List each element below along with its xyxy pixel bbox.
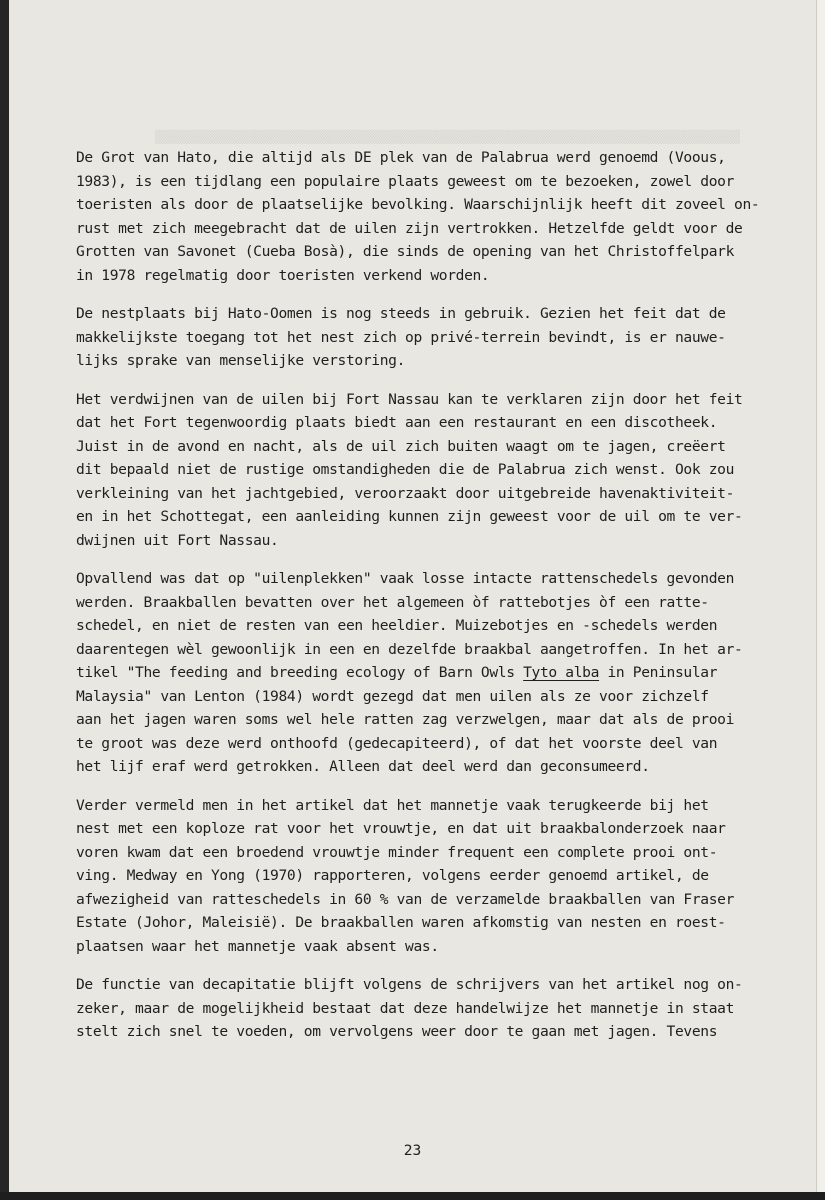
page-right-edge: [816, 0, 825, 1200]
text-line: dwijnen uit Fort Nassau.: [76, 531, 279, 549]
paragraph-4: [76, 567, 743, 779]
text-line: 1983), is een tijdlang een populaire plaats geweest om te bezoeken, zowel door: [76, 172, 735, 190]
text-line: daarentegen wèl gewoonlijk in een en dezelfde braakbal aangetroffen. In het ar-: [76, 640, 743, 658]
text-line: stelt zich snel te voeden, om vervolgens weer door te gaan met jagen. Tevens: [76, 1023, 718, 1040]
text-line: Opvallend was dat op "uilenplekken" vaak losse intacte rattenschedels gevonden: [76, 570, 735, 587]
text-line: werden. Braakballen bevatten over het algemeen òf rattebotjes òf een ratte-: [76, 593, 709, 611]
page-left-binding-shadow: [0, 0, 9, 1200]
paragraph-1: [76, 146, 760, 287]
text-line: Malaysia" van Lenton (1984) wordt gezegd dat men uilen als ze voor zichzelf: [76, 687, 709, 705]
paragraph-6: [76, 973, 743, 1044]
text-line: dat het Fort tegenwoordig plaats biedt aan een restaurant en een discotheek.: [76, 414, 718, 431]
text-line: makkelijkste toegang tot het nest zich op privé-terrein bevindt, is er nauwe-: [76, 328, 726, 346]
paragraph-3: [76, 388, 743, 553]
text-line-with-species: [76, 661, 740, 685]
text-line: De Grot van Hato, die altijd als DE plek van de Palabrua werd genoemd (Voous,: [76, 149, 726, 166]
text-line: De functie van decapitatie blijft volgens de schrijvers van het artikel nog on-: [76, 976, 743, 993]
text-line: ving. Medway en Yong (1970) rapporteren, volgens eerder genoemd artikel, de: [76, 867, 709, 884]
page-number: 23: [403, 1142, 422, 1159]
text-fragment: tikel "The feeding and breeding ecology of Barn Owls: [76, 664, 524, 681]
text-line: Juist in de avond en nacht, als de uil zich buiten waagt om te jagen, creëert: [76, 437, 726, 455]
text-line: Het verdwijnen van de uilen bij Fort Nassau kan te verklaren zijn door het feit: [76, 390, 743, 408]
body-text: [76, 146, 760, 1059]
text-line: afwezigheid van ratteschedels in 60 % van de verzamelde braakballen van Fraser: [76, 890, 735, 908]
text-fragment: in Peninsular: [599, 664, 718, 681]
text-line: aan het jagen waren soms wel hele ratten zag verzwelgen, maar dat als de prooi: [76, 711, 735, 728]
page-bottom-shadow: [0, 1192, 825, 1200]
text-line: nest met een koploze rat voor het vrouwtje, en dat uit braakbalonderzoek naar: [76, 820, 726, 837]
text-line: te groot was deze werd onthoofd (gedecapiteerd), of dat het voorste deel van: [76, 734, 718, 752]
text-line: voren kwam dat een broedend vrouwtje minder frequent een complete prooi ont-: [76, 843, 718, 861]
text-line: zeker, maar de mogelijkheid bestaat dat deze handelwijze het mannetje in staat: [76, 999, 735, 1017]
paragraph-2: [76, 302, 740, 373]
paragraph-5: [76, 794, 740, 959]
text-line: dit bepaald niet de rustige omstandigheden die de Palabrua zich wenst. Ook zou: [76, 461, 735, 478]
text-line: verkleining van het jachtgebied, veroorzaakt door uitgebreide havenaktiviteit-: [76, 484, 735, 502]
text-line: plaatsen waar het mannetje vaak absent was.: [76, 937, 439, 955]
text-line: Verder vermeld men in het artikel dat het mannetje vaak terugkeerde bij het: [76, 796, 709, 814]
text-line: schedel, en niet de resten van een heeldier. Muizebotjes en -schedels werden: [76, 617, 718, 634]
bleed-through-texture: ▒▒▒▒▒▒▒▒▒▒▒▒▒▒▒▒▒▒▒▒▒▒▒▒▒▒▒▒▒▒▒▒▒▒▒▒▒▒▒▒▒▒▒▒▒▒▒▒▒▒▒▒▒▒▒▒▒▒▒▒▒▒▒▒▒▒▒▒▒▒▒▒▒▒▒▒▒▒▒▒▒: [154, 130, 740, 144]
text-line: Grotten van Savonet (Cueba Bosà), die sinds de opening van het Christoffelpark: [76, 243, 735, 260]
text-line: lijks sprake van menselijke verstoring.: [76, 352, 406, 369]
text-line: De nestplaats bij Hato-Oomen is nog steeds in gebruik. Gezien het feit dat de: [76, 305, 726, 322]
text-line: toeristen als door de plaatselijke bevolking. Waarschijnlijk heeft dit zoveel on-: [76, 196, 760, 213]
species-name-underlined: Tyto alba: [523, 664, 600, 681]
text-line: Estate (Johor, Maleisië). De braakballen waren afkomstig van nesten en roest-: [76, 914, 726, 931]
text-line: in 1978 regelmatig door toeristen verkend worden.: [76, 266, 490, 284]
text-line: en in het Schottegat, een aanleiding kunnen zijn geweest voor de uil om te ver-: [76, 508, 743, 525]
text-line: rust met zich meegebracht dat de uilen zijn vertrokken. Hetzelfde geldt voor de: [76, 219, 743, 237]
text-line: het lijf eraf werd getrokken. Alleen dat deel werd dan geconsumeerd.: [76, 758, 650, 775]
